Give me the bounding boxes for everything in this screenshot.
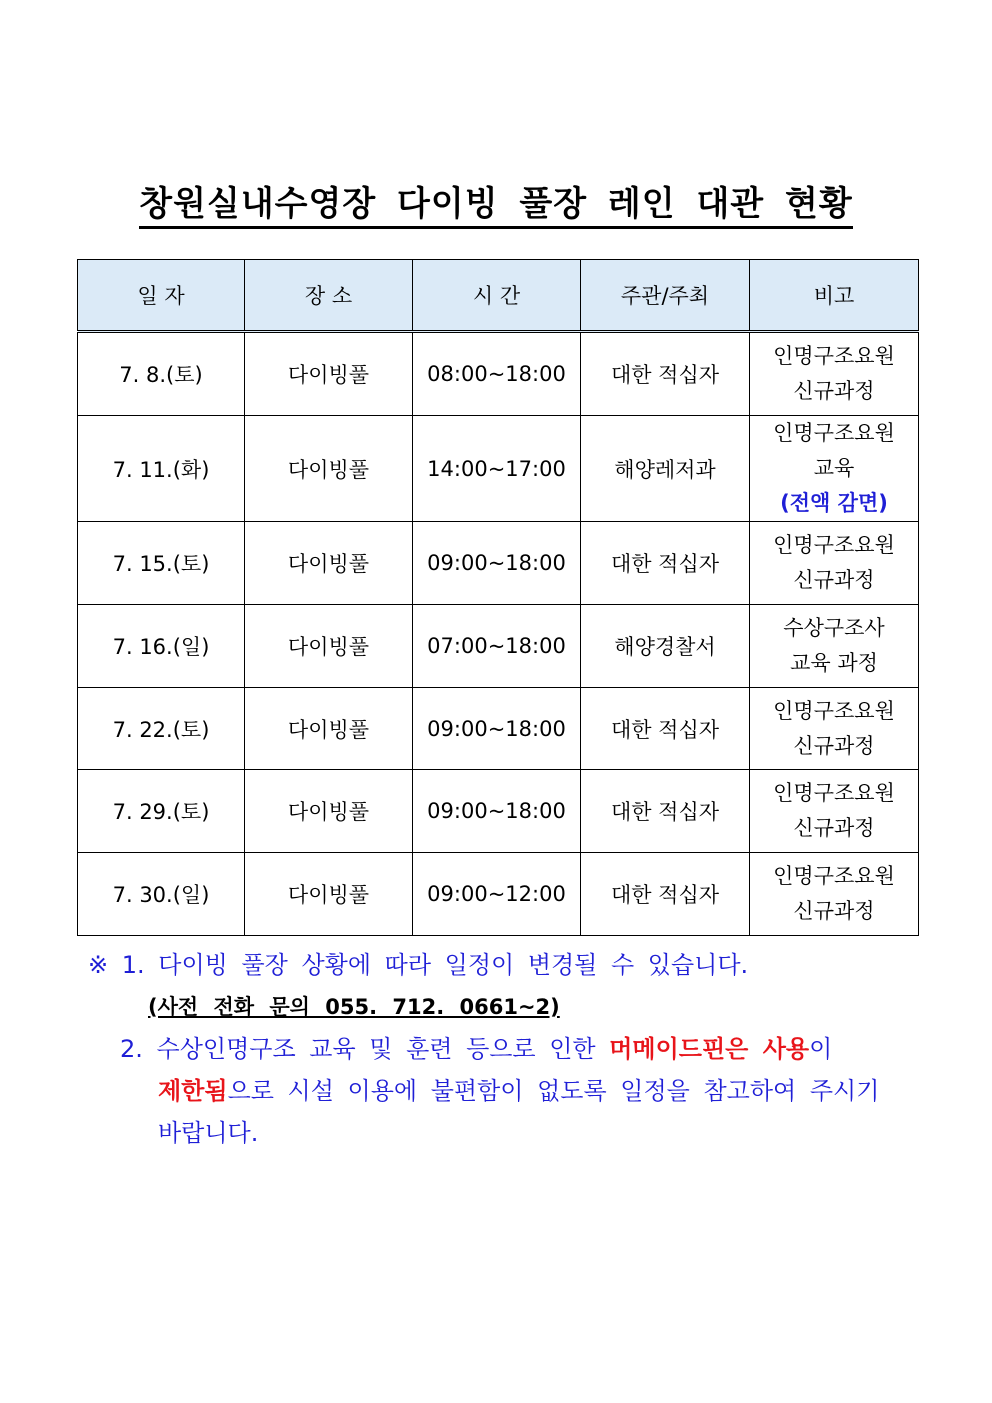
note-line-1: 인명구조요원 [773,698,895,723]
note-word: 정 [854,816,875,840]
note-word: 과 [834,899,855,923]
header-time: 시 간 [413,260,581,332]
note-line-3: (전액 감면) [780,491,888,515]
note-line-2 [750,451,918,486]
note-line-1: 수상구조사 [783,616,885,640]
cell-date: 7. 16.(일) [78,605,245,688]
table-row [78,853,919,936]
cell-note [750,605,919,688]
cell-note [750,853,919,936]
note-word: 정 [854,568,875,592]
cell-place: 다이빙풀 [245,522,413,605]
cell-date: 7. 30.(일) [78,853,245,936]
table-row [78,522,919,605]
notes-section [88,944,948,1154]
note-word: 규 [813,816,834,840]
note-word: 규 [813,899,834,923]
note-word: 신 [793,816,814,840]
cell-note [750,770,919,853]
header-note: 비고 [750,260,919,332]
note-2-text-d: 바랍니다. [158,1119,259,1147]
note-item-2-line-3 [88,1112,948,1154]
note-item-2 [88,1028,948,1070]
header-host: 주관/주최 [581,260,750,332]
note-word: 규 [813,568,834,592]
note-line-1: 인명구조요원 [773,344,895,368]
note-line-1: 인명구조요원 [773,781,895,805]
note-word: 정 [854,899,875,923]
table-row [78,416,919,522]
page-title: 창원실내수영장 다이빙 풀장 레인 대관 현황 [0,176,992,225]
note-2-text-a: 2. 수상인명구조 교육 및 훈련 등으로 인한 [120,1035,610,1063]
cell-note [750,688,919,770]
table-row [78,605,919,688]
cell-time: 14:00~17:00 [413,416,581,522]
schedule-table [77,259,919,936]
note-line-2 [750,811,918,846]
header-place: 장 소 [245,260,413,332]
cell-time: 09:00~18:00 [413,770,581,853]
note-word: 과 [834,568,855,592]
note-word: 규 [813,733,834,758]
cell-host: 해양레저과 [581,416,750,522]
table-header-row [78,260,919,332]
note-word: 정 [854,379,875,403]
cell-host: 해양경찰서 [581,605,750,688]
cell-note [750,416,919,522]
cell-host: 대한 적십자 [581,332,750,416]
table-row [78,332,919,416]
cell-note [750,522,919,605]
note-line-1: 인명구조요원 [773,864,895,888]
note-line-1: 인명구조요원 [773,421,895,445]
reference-mark: ※ [88,951,109,979]
note-2-highlight-2: 제한됨 [158,1077,228,1105]
cell-host: 대한 적십자 [581,522,750,605]
cell-time: 07:00~18:00 [413,605,581,688]
cell-host: 대한 적십자 [581,853,750,936]
note-word: 신 [793,899,814,923]
note-1-contact: (사전 전화 문의 055. 712. 0661~2) [148,995,560,1019]
cell-time: 09:00~12:00 [413,853,581,936]
cell-place: 다이빙풀 [245,332,413,416]
note-word: 교육 과정 [790,651,878,675]
note-word: 신 [793,379,814,403]
note-line-2 [750,374,918,409]
note-word: 교 [813,456,834,480]
cell-place: 다이빙풀 [245,770,413,853]
note-line-2 [750,729,918,764]
table-row [78,688,919,770]
cell-note [750,332,919,416]
note-word: 과 [834,733,855,758]
note-line-2 [750,894,918,929]
note-word: 신 [793,733,814,758]
header-date: 일 자 [78,260,245,332]
cell-host: 대한 적십자 [581,770,750,853]
note-word: 신 [793,568,814,592]
cell-place: 다이빙풀 [245,605,413,688]
note-word: 규 [813,379,834,403]
cell-place: 다이빙풀 [245,688,413,770]
note-word: 과 [834,379,855,403]
note-line-2 [750,646,918,681]
cell-date: 7. 8.(토) [78,332,245,416]
note-line-1: 인명구조요원 [773,533,895,557]
note-item-1 [88,944,948,986]
note-word: 과 [834,816,855,840]
note-2-text-b: 이 [809,1035,833,1063]
cell-time: 09:00~18:00 [413,688,581,770]
table-row [78,770,919,853]
cell-place: 다이빙풀 [245,853,413,936]
cell-date: 7. 11.(화) [78,416,245,522]
cell-date: 7. 22.(토) [78,688,245,770]
note-line-2 [750,563,918,598]
cell-time: 09:00~18:00 [413,522,581,605]
note-2-highlight-1: 머메이드핀은 사용 [609,1035,810,1063]
cell-time: 08:00~18:00 [413,332,581,416]
cell-host: 대한 적십자 [581,688,750,770]
cell-date: 7. 15.(토) [78,522,245,605]
note-word: 정 [854,733,875,758]
cell-date: 7. 29.(토) [78,770,245,853]
note-2-text-c: 으로 시설 이용에 불편함이 없도록 일정을 참고하여 주시기 [227,1077,880,1105]
cell-place: 다이빙풀 [245,416,413,522]
note-word: 육 [834,456,855,480]
note-item-2-line-2 [88,1070,948,1112]
note-1-text: 1. 다이빙 풀장 상황에 따라 일정이 변경될 수 있습니다. [121,951,749,979]
